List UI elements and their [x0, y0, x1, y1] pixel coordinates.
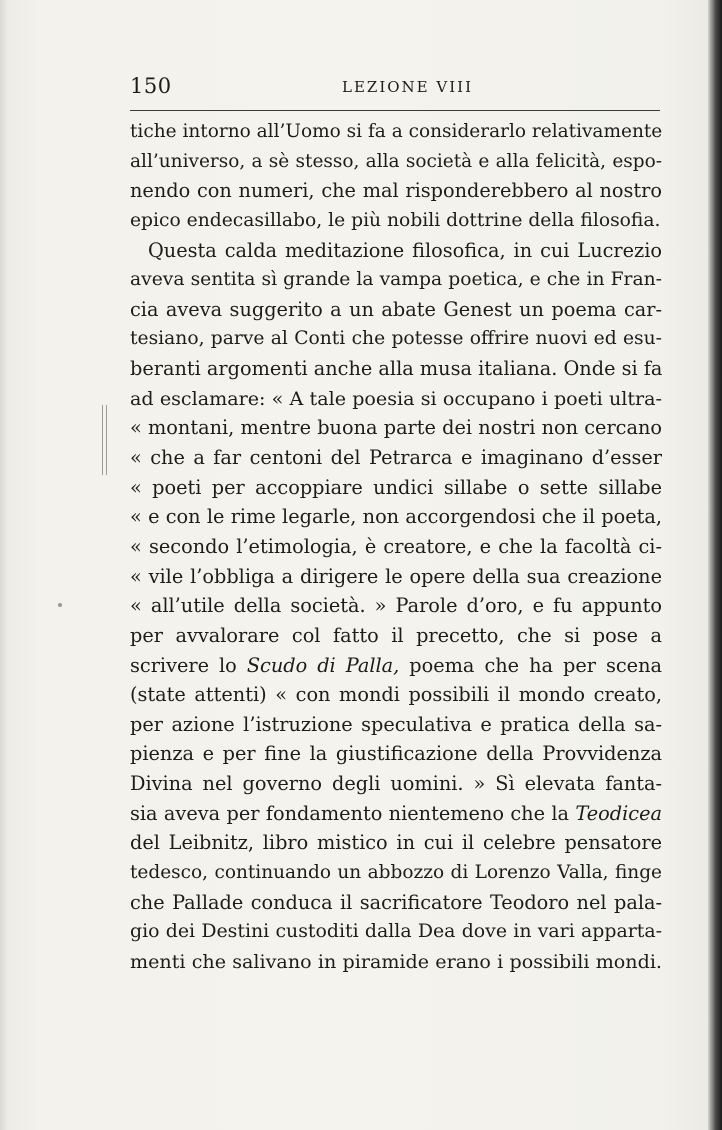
text-line: « poeti per accoppiare undici sillabe o sette sillabe — [130, 475, 662, 499]
text-line: « e con le rime legarle, non accorgendosi che il poeta, — [130, 505, 662, 529]
page-gutter-shadow — [0, 0, 8, 1130]
text-line: (state attenti) « con mondi possibili il mondo creato, — [130, 683, 662, 707]
text-line: menti che salivano in piramide erano i possibili mondi. — [130, 949, 662, 973]
text-line: « all’utile della società. » Parole d’oro, e fu appunto — [130, 594, 662, 618]
text-line: « che a far centoni del Petrarca e imaginano d’esser — [130, 446, 662, 470]
text-line — [130, 799, 662, 829]
text-line: che Pallade conduca il sacrificatore Teodoro nel pala- — [130, 890, 662, 914]
margin-mark — [101, 405, 109, 475]
text-line: pienza e per fine la giustificazione della Provvidenza — [130, 742, 662, 766]
text-line: ad esclamare: « A tale poesia si occupano i poeti ultra- — [130, 386, 662, 410]
text-segment: poema che ha per scena — [399, 653, 662, 677]
body-text — [130, 117, 662, 977]
margin-dot — [58, 603, 62, 607]
text-line: per azione l’istruzione speculativa e pratica della sa- — [130, 712, 662, 736]
text-line: tiche intorno all’Uomo si fa a considerarlo relativamente — [130, 121, 663, 142]
text-line: epico endecasillabo, le più nobili dottrine della filosofia. — [130, 209, 661, 231]
text-line — [130, 651, 662, 681]
text-line: « vile l’obbliga a dirigere le opere della sua creazione — [130, 564, 662, 588]
text-line: « secondo l’etimologia, è creatore, e che la facoltà ci- — [130, 534, 662, 558]
text-line: beranti argomenti anche alla musa italiana. Onde si fa — [130, 357, 663, 381]
work-title: Scudo di Palla, — [246, 653, 400, 677]
text-segment: scrivere lo — [130, 653, 247, 677]
text-line: Questa calda meditazione filosofica, in cui Lucrezio — [148, 238, 662, 262]
text-line: « montani, mentre buona parte dei nostri non cercano — [130, 416, 662, 440]
header-rule — [130, 110, 660, 111]
text-line: gio dei Destini custoditi dalla Dea dove in vari apparta- — [130, 920, 662, 943]
text-line: cia aveva suggerito a un abate Genest un poema car- — [130, 297, 662, 321]
text-line: del Leibnitz, libro mistico in cui il celebre pensatore — [130, 831, 662, 855]
text-line: all’universo, a sè stesso, alla società e alla felicità, espo- — [130, 150, 662, 172]
page-header — [130, 74, 660, 104]
page-edge-shadow — [708, 0, 722, 1130]
work-title: Teodicea — [575, 801, 662, 825]
text-line: tesiano, parve al Conti che potesse offrire nuovi ed esu- — [130, 328, 662, 350]
text-line: tedesco, continuando un abbozzo di Lorenzo Valla, finge — [130, 862, 662, 884]
page-number: 150 — [130, 74, 172, 98]
text-line: aveva sentita sì grande la vampa poetica, e che in Fran- — [130, 269, 662, 291]
text-line: per avvalorare col fatto il precetto, che si pose a — [130, 623, 662, 647]
text-line: nendo con numeri, che mal risponderebbero al nostro — [130, 179, 662, 203]
running-head: LEZIONE VIII — [342, 78, 474, 96]
text-line: Divina nel governo degli uomini. » Sì elevata fanta- — [130, 772, 662, 796]
text-segment: sia aveva per fondamento nientemeno che la — [130, 801, 576, 825]
